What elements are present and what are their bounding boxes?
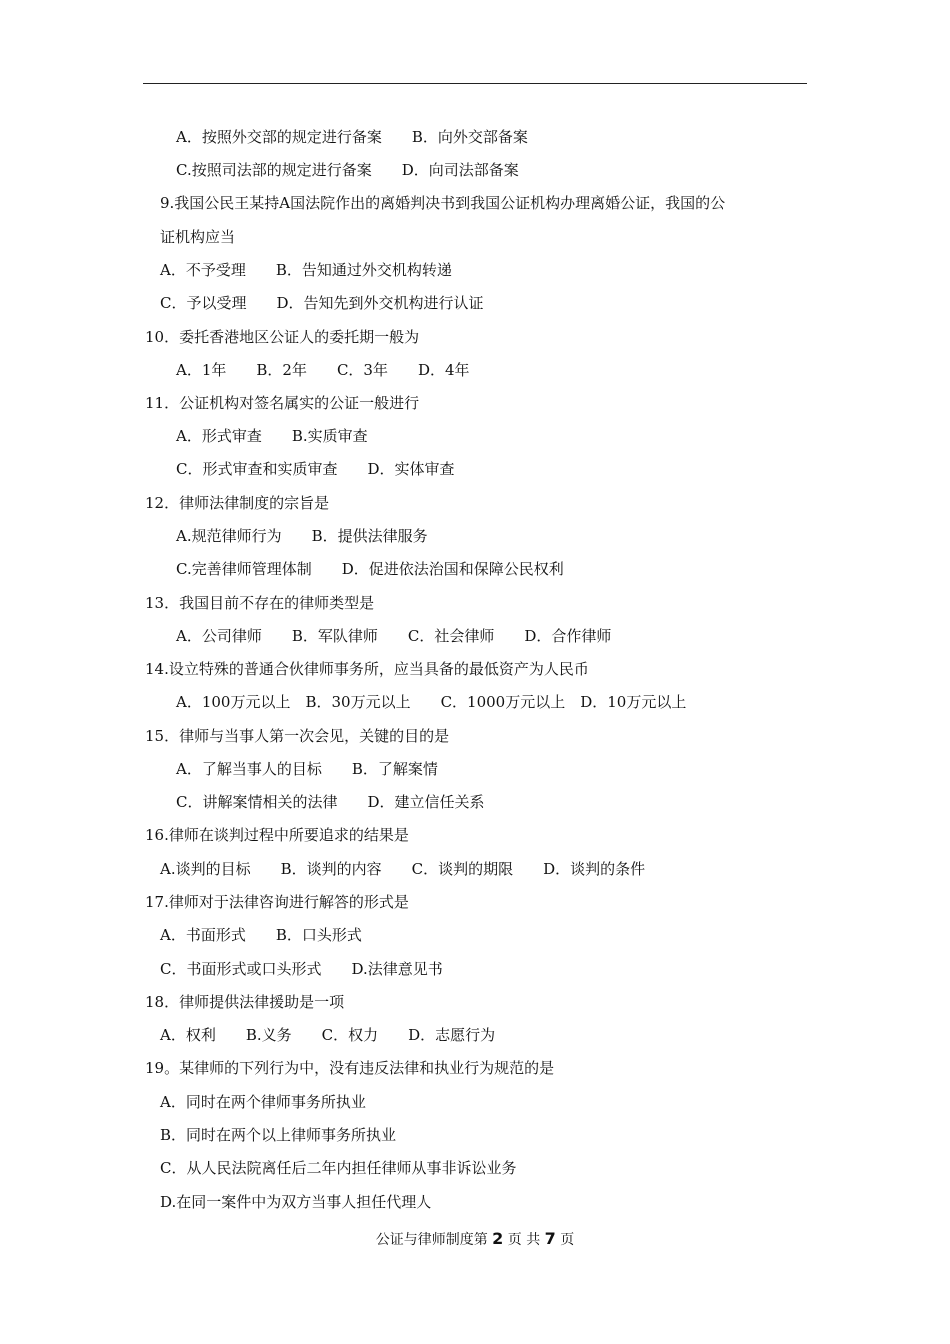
q11-options-ab: A．形式审查 B.实质审查 — [176, 427, 368, 445]
footer-prefix: 公证与律师制度第 — [375, 1232, 488, 1248]
q17-stem: 17.律师对于法律咨询进行解答的形式是 — [145, 893, 409, 911]
q12-options-cd: C.完善律师管理体制 D．促进依法治国和保障公民权利 — [176, 560, 564, 578]
q11-stem: 11．公证机构对签名属实的公证一般进行 — [145, 394, 420, 412]
q17-options-cd: C．书面形式或口头形式 D.法律意见书 — [160, 960, 443, 978]
q9-options-cd: C．予以受理 D．告知先到外交机构进行认证 — [160, 294, 484, 312]
footer-suffix: 页 — [560, 1232, 575, 1248]
q19-stem: 19。某律师的下列行为中，没有违反法律和执业行为规范的是 — [145, 1059, 555, 1077]
q12-stem: 12．律师法律制度的宗旨是 — [145, 494, 330, 512]
q13-options: A．公司律师 B．军队律师 C．社会律师 D．合作律师 — [176, 627, 612, 645]
q10-options: A．1年 B．2年 C．3年 D．4年 — [176, 361, 470, 379]
q9-stem-cont: 证机构应当 — [160, 228, 236, 246]
q12-options-ab: A.规范律师行为 B．提供法律服务 — [176, 527, 428, 545]
footer-page-number: 2 — [492, 1229, 504, 1248]
q18-options: A．权利 B.义务 C．权力 D．志愿行为 — [160, 1026, 496, 1044]
q15-options-cd: C．讲解案情相关的法律 D．建立信任关系 — [176, 793, 485, 811]
q16-options: A.谈判的目标 B．谈判的内容 C．谈判的期限 D．谈判的条件 — [160, 860, 646, 878]
q9-stem: 9.我国公民王某持A国法院作出的离婚判决书到我国公证机构办理离婚公证，我国的公 — [160, 194, 726, 212]
q19-option-d: D.在同一案件中为双方当事人担任代理人 — [160, 1193, 432, 1211]
q14-options: A．100万元以上 B．30万元以上 C．1000万元以上 D．10万元以上 — [176, 693, 687, 711]
footer-total-pages: 7 — [544, 1229, 556, 1248]
q15-stem: 15．律师与当事人第一次会见，关键的目的是 — [145, 727, 450, 745]
q19-option-a: A．同时在两个律师事务所执业 — [160, 1093, 366, 1111]
q13-stem: 13．我国目前不存在的律师类型是 — [145, 594, 375, 612]
q17-options-ab: A．书面形式 B．口头形式 — [160, 926, 362, 944]
q8-options-cd: C.按照司法部的规定进行备案 D．向司法部备案 — [176, 161, 519, 179]
q18-stem: 18．律师提供法律援助是一项 — [145, 993, 345, 1011]
footer-middle: 页 共 — [507, 1232, 541, 1248]
q8-options-ab: A．按照外交部的规定进行备案 B．向外交部备案 — [176, 128, 528, 146]
page-footer — [0, 1229, 950, 1249]
q14-stem: 14.设立特殊的普通合伙律师事务所，应当具备的最低资产为人民币 — [145, 660, 589, 678]
q9-options-ab: A．不予受理 B．告知通过外交机构转递 — [160, 261, 452, 279]
q16-stem: 16.律师在谈判过程中所要追求的结果是 — [145, 826, 409, 844]
q15-options-ab: A．了解当事人的目标 B．了解案情 — [176, 760, 438, 778]
q10-stem: 10．委托香港地区公证人的委托期一般为 — [145, 328, 420, 346]
q19-option-c: C．从人民法院离任后二年内担任律师从事非诉讼业务 — [160, 1159, 517, 1177]
q19-option-b: B．同时在两个以上律师事务所执业 — [160, 1126, 397, 1144]
header-rule — [143, 83, 807, 84]
q11-options-cd: C．形式审查和实质审查 D．实体审查 — [176, 460, 455, 478]
